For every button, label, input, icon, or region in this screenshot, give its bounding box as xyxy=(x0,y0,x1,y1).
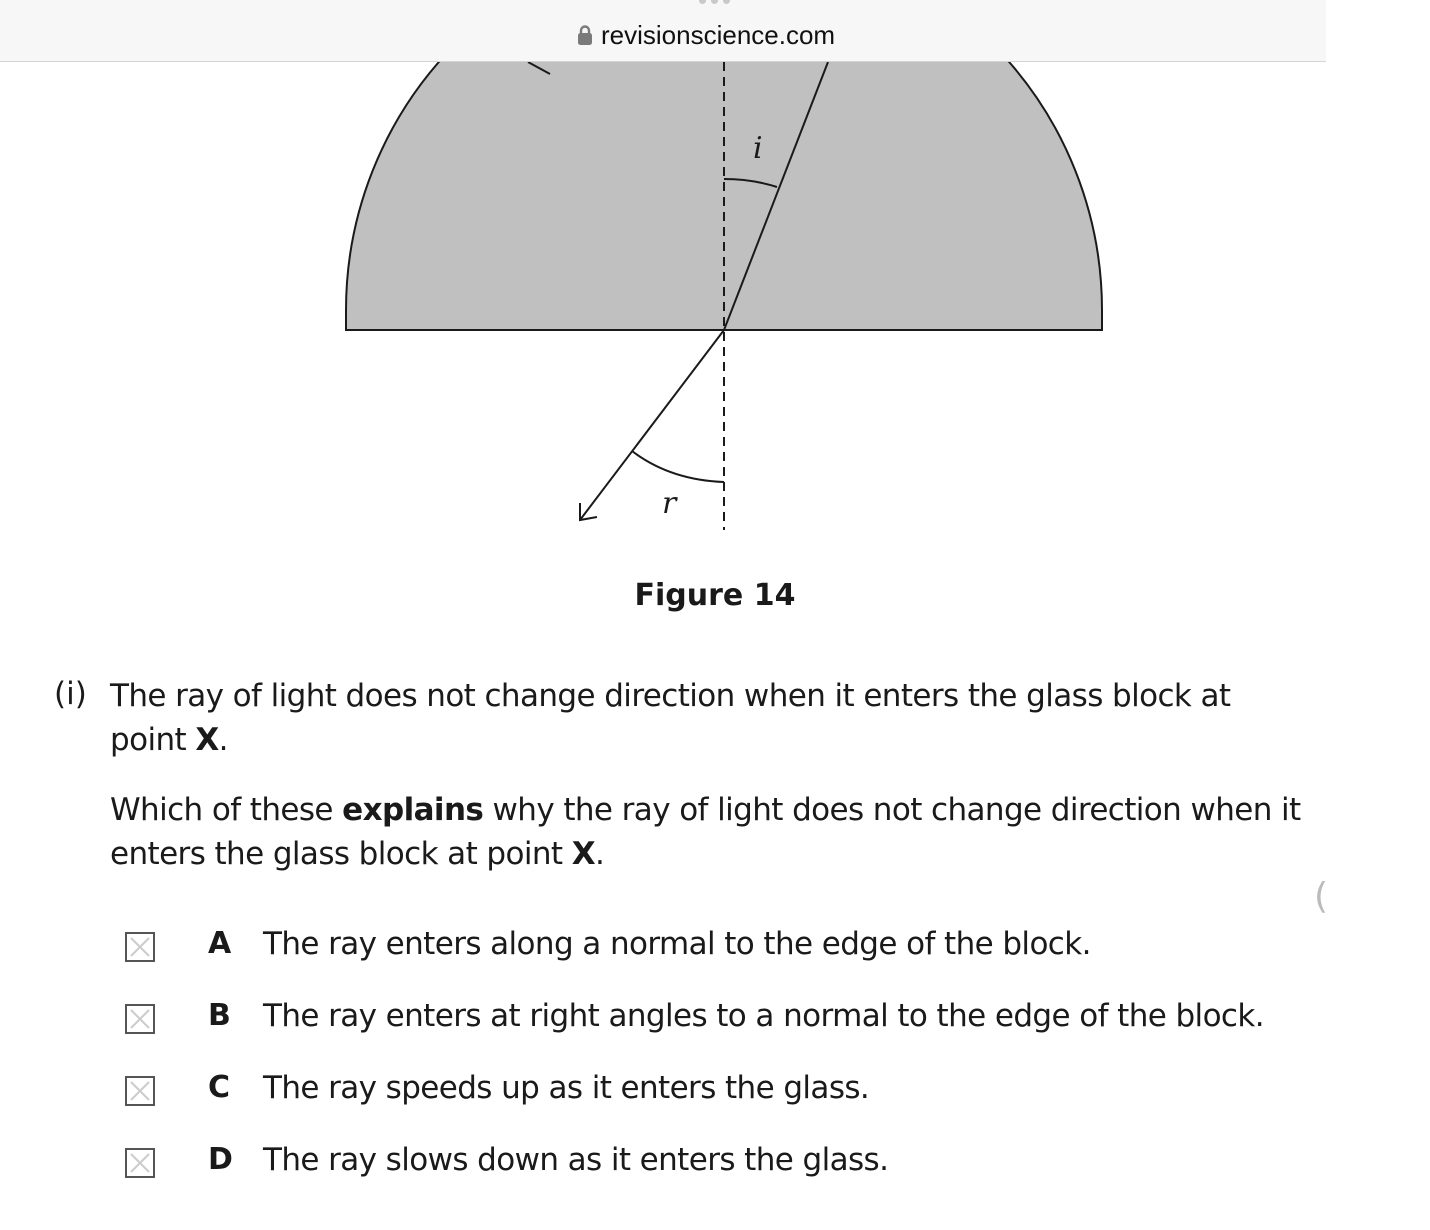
statement-period: . xyxy=(218,722,228,758)
more-dots-icon[interactable] xyxy=(699,0,739,5)
question-prompt xyxy=(110,788,1310,876)
option-c[interactable] xyxy=(0,1070,1326,1116)
point-x-bold-2: X xyxy=(571,836,596,872)
option-text: The ray enters along a normal to the edge of the block. xyxy=(263,926,1091,962)
browser-url-bar[interactable] xyxy=(0,0,1326,62)
checkbox-c[interactable] xyxy=(125,1076,155,1106)
question-number: (i) xyxy=(54,676,87,712)
url-text: revisionscience.com xyxy=(601,19,836,50)
point-x-bold: X xyxy=(195,722,219,758)
angle-i-label: i xyxy=(753,131,763,166)
prompt-text-1: Which of these xyxy=(110,792,343,828)
option-text: The ray speeds up as it enters the glass. xyxy=(263,1070,870,1106)
cropped-margin-glyph: ( xyxy=(1314,876,1329,917)
checkbox-b[interactable] xyxy=(125,1004,155,1034)
figure-caption: Figure 14 xyxy=(634,578,796,613)
statement-text: The ray of light does not change direction when it enters the glass block at point xyxy=(110,678,1231,758)
lock-icon xyxy=(577,24,593,46)
option-letter: A xyxy=(208,926,232,961)
url-display[interactable] xyxy=(577,18,835,52)
option-a[interactable] xyxy=(0,926,1326,972)
checkbox-a[interactable] xyxy=(125,932,155,962)
checkbox-d[interactable] xyxy=(125,1148,155,1178)
option-b[interactable] xyxy=(0,998,1326,1044)
question-statement xyxy=(110,674,1310,762)
angle-r-label: r xyxy=(662,486,677,521)
option-letter: D xyxy=(208,1142,233,1177)
option-d[interactable] xyxy=(0,1142,1326,1188)
option-text: The ray enters at right angles to a normal to the edge of the block. xyxy=(263,998,1264,1034)
option-text: The ray slows down as it enters the glass. xyxy=(263,1142,889,1178)
prompt-period: . xyxy=(595,836,605,872)
prompt-text-2: why the ray of light does not change direction when it enters the glass block at point xyxy=(110,792,1301,872)
explains-bold: explains xyxy=(342,792,484,828)
option-letter: B xyxy=(208,998,231,1033)
option-letter: C xyxy=(208,1070,231,1105)
